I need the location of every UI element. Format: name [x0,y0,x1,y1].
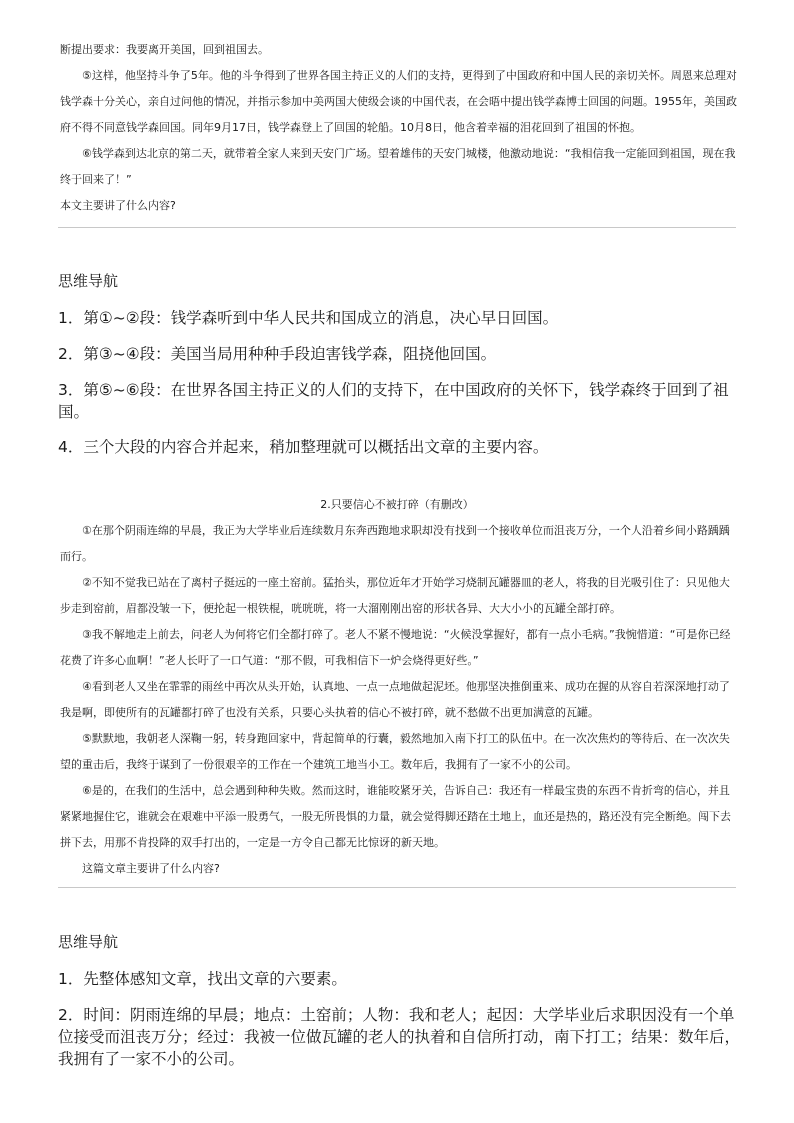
paragraph: ③我不解地走上前去，问老人为何将它们全都打碎了。老人不紧不慢地说：“火候没掌握好，都有一点小毛病。”我惋惜道：“可是你已经花费了许多心血啊！”老人长吁了一口气道：“那不假，可我相信下一炉会烧得更好些。” [60,628,731,667]
list-item: 2．时间：阴雨连绵的早晨；地点：土窑前；人物：我和老人；起因：大学毕业后求职因没有一个单位接受而沮丧万分；经过：我被一位做瓦罐的老人的执着和自信所打动，南下打工；结果：数年后，我拥有了一家不小的公司。 [58,1006,741,1068]
paragraph: ⑤默默地，我朝老人深鞠一躬，转身跑回家中，背起简单的行囊，毅然地加入南下打工的队伍中。在一次次焦灼的等待后、在一次次失望的重击后，我终于谋到了一份很艰辛的工作在一个建筑工地当小工。数年后，我拥有了一家不小的公司。 [60,732,730,771]
paragraph: ④看到老人又坐在霏霏的雨丝中再次从头开始，认真地、一点一点地做起泥坯。他那坚决推倒重来、成功在握的从容自若深深地打动了我是啊，即使所有的瓦罐都打碎了也没有关系，只要心头执着的信心不被打碎，就不愁做不出更加满意的瓦罐。 [60,680,730,719]
paragraph: ①在那个阴雨连绵的早晨，我正为大学毕业后连续数月东奔西跑地求职却没有找到一个接收单位而沮丧万分，一个人沿着乡间小路踽踽而行。 [60,524,730,563]
list-item: 1．第①~②段：钱学森听到中华人民共和国成立的消息，决心早日回国。 [58,309,559,327]
paragraph: 断提出要求：我要离开美国，回到祖国去。 [60,43,269,56]
list-item: 4．三个大段的内容合并起来，稍加整理就可以概括出文章的主要内容。 [58,438,549,456]
list-item: 3．第⑤~⑥段：在世界各国主持正义的人们的支持下，在中国政府的关怀下，钱学森终于回到了祖国。 [58,381,729,421]
list-item: 1．先整体感知文章，找出文章的六要素。 [58,970,347,988]
question: 本文主要讲了什么内容? [60,199,176,212]
paragraph: ⑥钱学森到达北京的第二天，就带着全家人来到天安门广场。望着雄伟的天安门城楼，他激动地说：“我相信我一定能回到祖国，现在我终于回来了！” [60,147,736,186]
question: 这篇文章主要讲了什么内容? [82,862,220,875]
paragraph: ⑤这样，他坚持斗争了5年。他的斗争得到了世界各国主持正义的人们的支持，更得到了中国政府和中国人民的亲切关怀。周恩来总理对钱学森十分关心，亲自过问他的情况，并指示参加中美两国大使级会谈的中国代表，在会晤中提出钱学森博士回国的问题。1955年，美国政府不得不同意钱学森回国。同年9月17日，钱学森登上了回国的轮船。10月8日，他含着幸福的泪花回到了祖国的怀抱。 [60,69,737,134]
article-title: 2.只要信心不被打碎（有删改） [320,498,474,511]
list-item: 2．第③~④段：美国当局用种种手段迫害钱学森，阻挠他回国。 [58,345,497,363]
section-heading: 思维导航 [58,272,119,290]
section-heading: 思维导航 [58,933,119,951]
divider [58,227,736,228]
paragraph: ⑥是的，在我们的生活中，总会遇到种种失败。然而这时，谁能咬紧牙关，告诉自己：我还有一样最宝贵的东西不肯折弯的信心，并且紧紧地握住它，谁就会在艰难中平添一股勇气，一股无所畏惧的力量，就会觉得脚还踏在土地上，血还是热的，路还没有完全断绝。闯下去拼下去，用那不肯投降的双手打出的，一定是一方令自己都无比惊讶的新天地。 [60,784,731,849]
divider [58,887,736,888]
paragraph: ②不知不觉我已站在了离村子挺远的一座土窑前。猛抬头，那位近年才开始学习烧制瓦罐器皿的老人，将我的目光吸引住了：只见他大步走到窑前，眉都没皱一下，便抡起一根铁棍，咣咣咣，将一大溜刚刚出窑的形状各异、大大小小的瓦罐全部打碎。 [60,576,730,615]
